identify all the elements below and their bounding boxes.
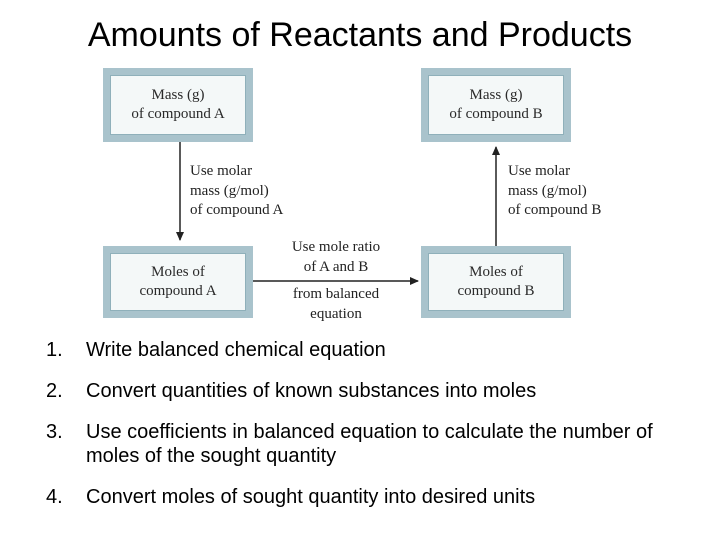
box-mass-compound-a [103,68,253,142]
step-item [46,485,686,509]
label-molar-a-line3: of compound A [190,202,284,218]
step-text: Use coefficients in balanced equation to calculate the number of moles of the sought quantity [86,421,653,467]
box-mass-b-line2: of compound B [449,106,543,122]
label-ratio-line4: equation [310,305,362,322]
box-moles-b-line2: compound B [457,283,535,299]
step-item [46,420,686,468]
label-molar-mass-a [190,162,283,221]
label-ratio-line1: Use mole ratio [291,239,381,255]
box-moles-b-line1: Moles of [469,264,523,280]
label-molar-b-line2: mass (g/mol) [508,182,587,199]
page-title: Amounts of Reactants and Products [87,16,633,54]
box-moles-a-line1: Moles of [151,264,205,280]
label-ratio-line2: of A and B [303,258,369,275]
label-molar-b-line1: Use molar [508,163,571,179]
box-mass-a-line1: Mass (g) [151,87,205,103]
step-number: 4. [46,486,63,508]
step-text: Write balanced chemical equation [86,339,386,361]
step-item [46,338,686,362]
label-molar-b-line3: of compound B [508,202,602,218]
label-mole-ratio [256,238,416,277]
label-molar-a-line2: mass (g/mol) [190,182,269,199]
step-text: Convert moles of sought quantity into desired units [86,486,536,508]
label-balanced-equation [256,285,416,324]
step-number: 1. [46,339,63,361]
step-text: Convert quantities of known substances into moles [86,380,537,402]
label-molar-mass-b [508,162,601,221]
step-item [46,379,686,403]
box-moles-a-line2: compound A [139,283,217,299]
steps-list [46,338,686,526]
label-ratio-line3: from balanced [292,286,380,302]
box-moles-compound-b [421,246,571,318]
step-number: 2. [46,380,63,402]
step-number: 3. [46,421,63,443]
label-molar-a-line1: Use molar [190,163,253,179]
box-mass-a-line2: of compound A [131,106,225,122]
box-moles-compound-a [103,246,253,318]
box-mass-compound-b [421,68,571,142]
box-mass-b-line1: Mass (g) [469,87,523,103]
